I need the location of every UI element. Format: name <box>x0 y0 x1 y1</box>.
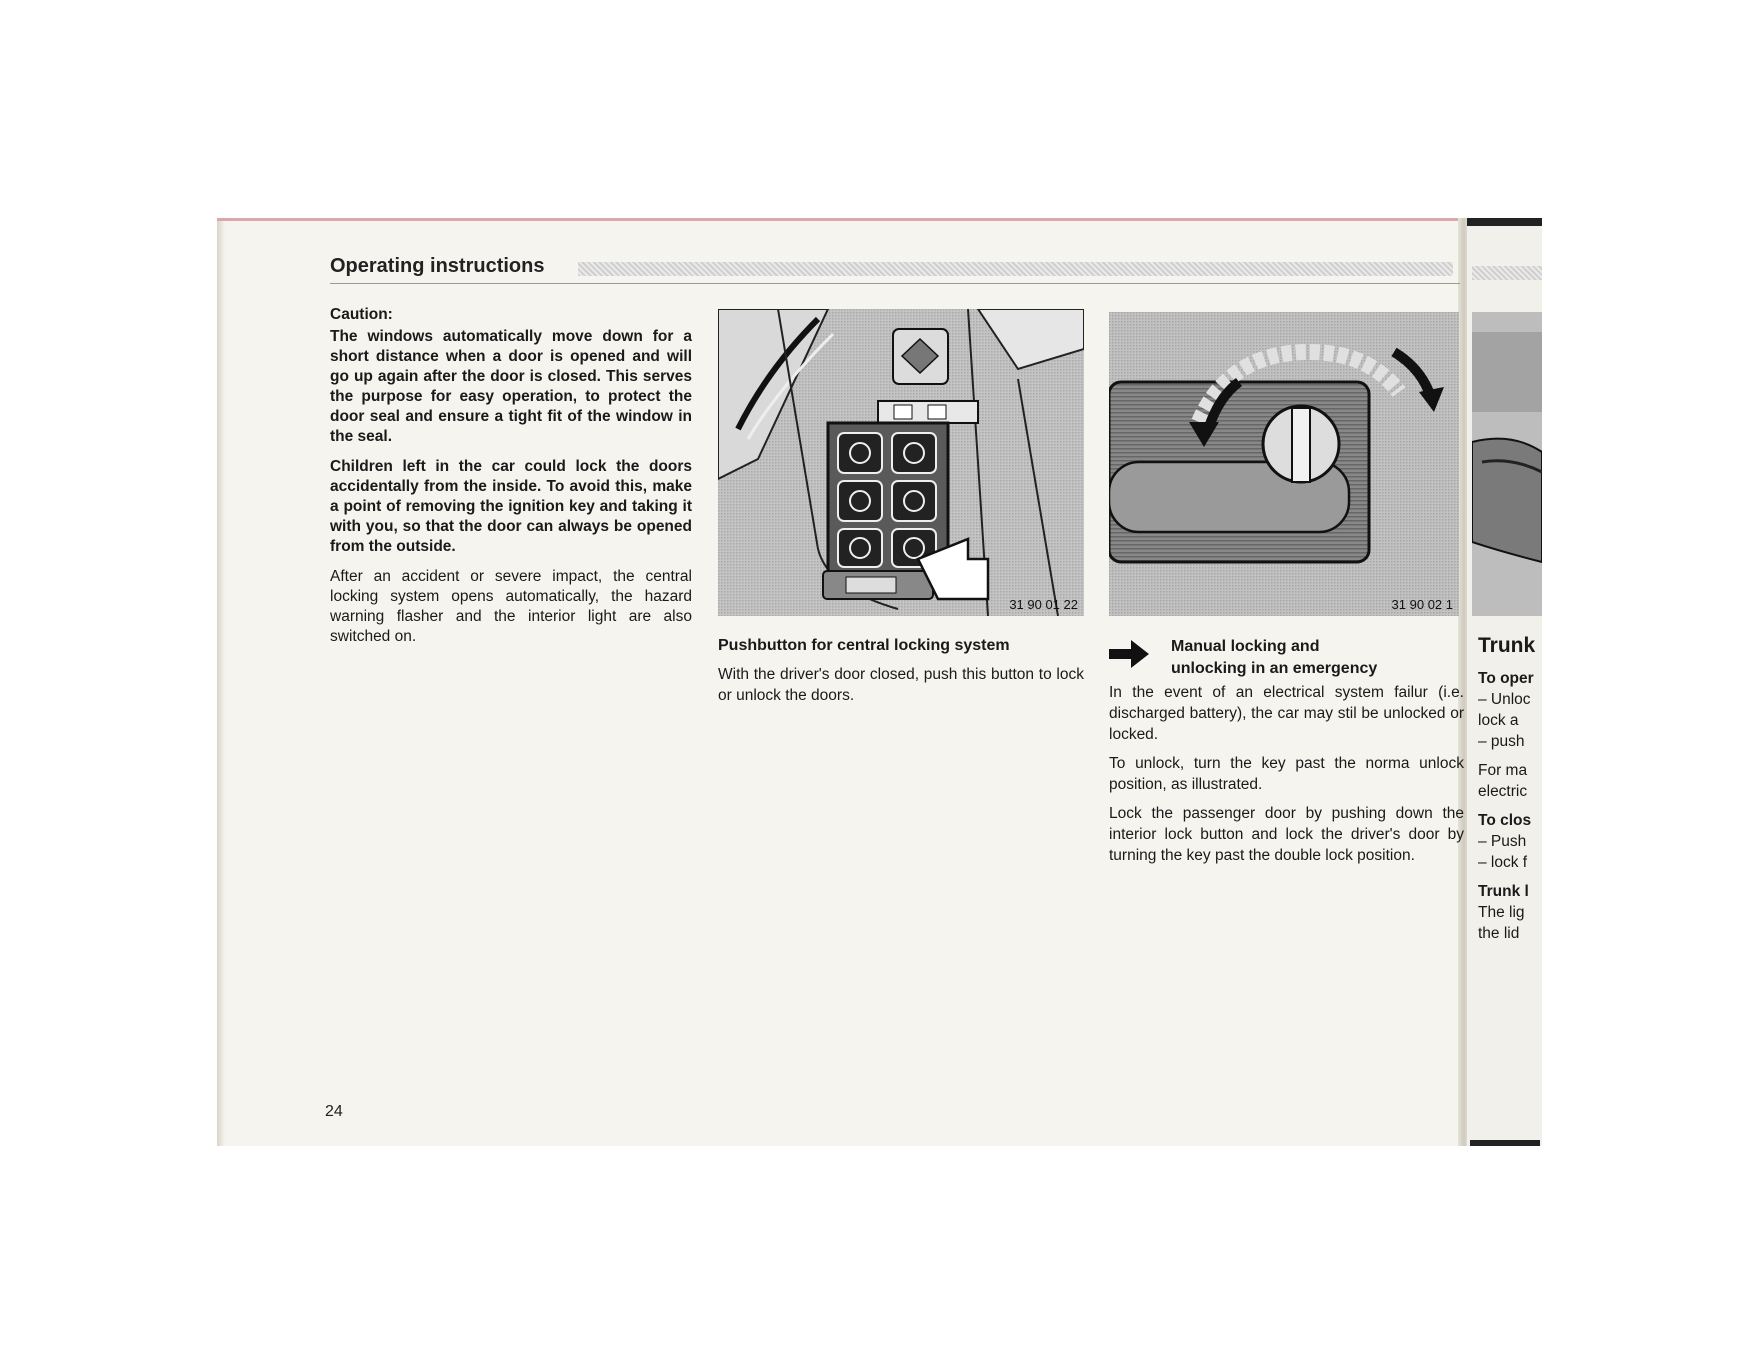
accident-text: After an accident or severe impact, the central locking system opens automatically, the hazard warning flasher and the interior light are also switched on. <box>330 568 692 645</box>
fragment-line: – Unloc <box>1478 691 1531 708</box>
emergency-heading <box>1171 636 1377 680</box>
to-open-label: To oper <box>1478 670 1534 687</box>
emergency-para2: To unlock, turn the key past the norma unlock position, as illustrated. <box>1109 755 1464 793</box>
trunk-illustration-fragment <box>1472 312 1542 616</box>
middle-column <box>718 636 1084 706</box>
pointer-arrow-icon <box>1109 640 1149 668</box>
page-left-edge <box>217 218 225 1146</box>
fragment-line: the lid <box>1478 925 1520 942</box>
right-column <box>1109 636 1464 874</box>
next-page-top-edge <box>1467 218 1542 226</box>
door-handle-lock-illustration <box>1109 312 1459 616</box>
emergency-para3: Lock the passenger door by pushing down the interior lock button and lock the driver's door by turning the key past the double lock position. <box>1109 805 1464 864</box>
figure-code: 31 90 02 1 <box>1391 597 1453 612</box>
next-page-header-bar <box>1472 266 1542 280</box>
fragment-line: For ma <box>1478 762 1528 779</box>
pushbutton-figure <box>718 309 1084 616</box>
trunk-light-label: Trunk l <box>1478 883 1529 900</box>
left-column <box>330 305 692 647</box>
next-page-bottom-edge <box>1470 1140 1540 1146</box>
header-pattern-bar <box>578 262 1453 276</box>
section-title: Operating instructions <box>330 255 545 277</box>
pushbutton-heading: Pushbutton for central locking system <box>718 637 1010 654</box>
next-page-text-fragment <box>1478 632 1542 944</box>
children-warning: Children left in the car could lock the doors accidentally from the inside. To avoid this, make a point of removing the ignition key and taking it with you, so that the door can always be opened from the outside. <box>330 458 692 555</box>
fragment-line: – lock f <box>1478 854 1528 871</box>
door-panel-illustration <box>718 309 1084 616</box>
fragment-line: The lig <box>1478 904 1525 921</box>
door-lock-figure <box>1109 312 1459 616</box>
emergency-para1: In the event of an electrical system failur (i.e. discharged battery), the car may stil be unlocked or locked. <box>1109 684 1464 743</box>
fragment-line: electric <box>1478 783 1528 800</box>
pushbutton-text: With the driver's door closed, push this button to lock or unlock the doors. <box>718 666 1084 704</box>
trunk-title: Trunk <box>1478 634 1536 657</box>
emergency-heading-row <box>1109 636 1464 682</box>
fragment-line: lock a <box>1478 712 1519 729</box>
caution-label: Caution: <box>330 306 393 323</box>
page-top-edge <box>217 218 1467 221</box>
caution-text: The windows automatically move down for a short distance when a door is opened and will go up again after the door is closed. This serves the purpose for easy operation, to protect the door seal and ensure a tight fit of the window in the seal. <box>330 328 692 445</box>
header-rule <box>330 283 1460 284</box>
fragment-line: – push <box>1478 733 1525 750</box>
page-number: 24 <box>325 1103 343 1120</box>
fragment-line: – Push <box>1478 833 1527 850</box>
next-page-figure <box>1472 312 1542 616</box>
emergency-heading-line1: Manual locking and <box>1171 638 1320 655</box>
figure-code: 31 90 01 22 <box>1009 597 1078 612</box>
to-close-label: To clos <box>1478 812 1532 829</box>
emergency-heading-line2: unlocking in an emergency <box>1171 660 1378 677</box>
